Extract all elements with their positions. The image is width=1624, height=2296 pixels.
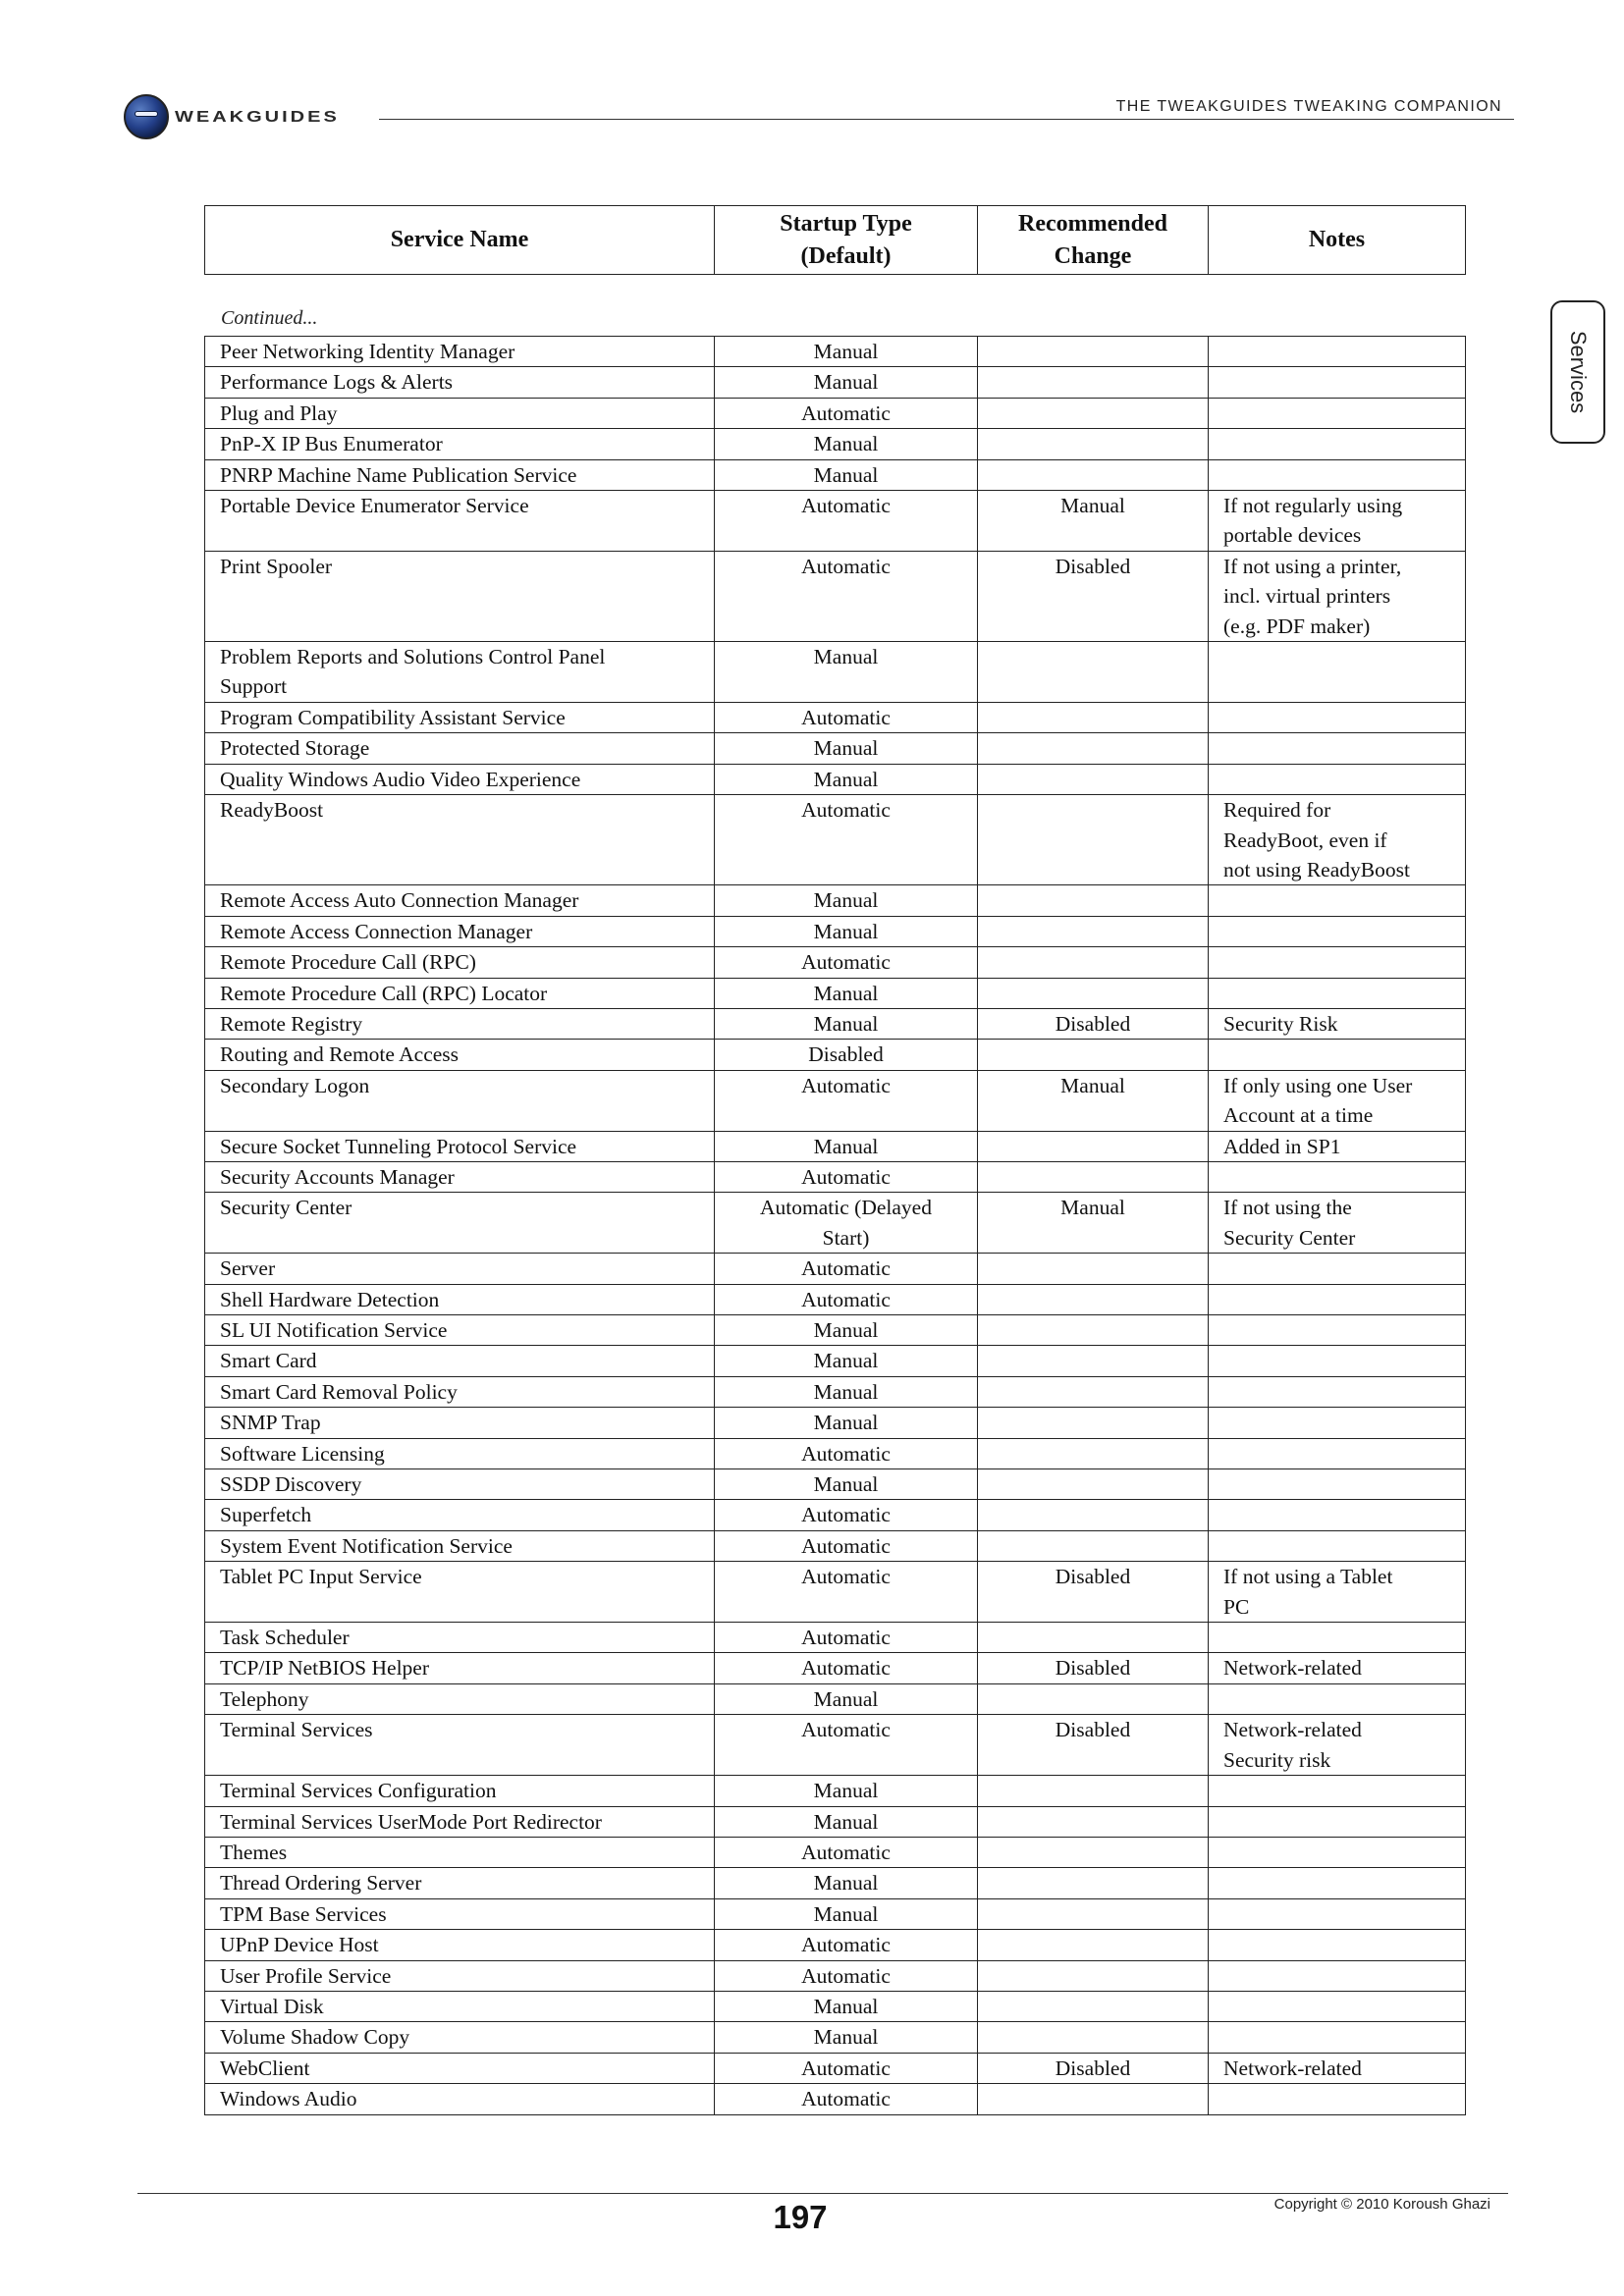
startup-type-cell: Automatic	[715, 1161, 978, 1192]
service-name-cell: Remote Procedure Call (RPC)	[205, 947, 715, 978]
table-row	[205, 1315, 1466, 1346]
service-name-cell: User Profile Service	[205, 1960, 715, 1991]
startup-type-cell: Manual	[715, 916, 978, 946]
startup-type-cell: Disabled	[715, 1040, 978, 1070]
recommended-change-cell	[978, 978, 1209, 1008]
recommended-change-cell	[978, 1131, 1209, 1161]
table-row	[205, 1653, 1466, 1683]
service-name-cell: Peer Networking Identity Manager	[205, 337, 715, 367]
startup-type-cell: Automatic	[715, 1930, 978, 1960]
table-row	[205, 1530, 1466, 1561]
recommended-change-cell: Disabled	[978, 551, 1209, 641]
column-header-recommended-change: Recommended Change	[978, 206, 1209, 275]
service-name-cell: TCP/IP NetBIOS Helper	[205, 1653, 715, 1683]
service-name-cell: TPM Base Services	[205, 1898, 715, 1929]
startup-type-cell: Automatic	[715, 551, 978, 641]
startup-type-cell: Automatic	[715, 1500, 978, 1530]
recommended-change-cell	[978, 2084, 1209, 2114]
recommended-change-cell: Manual	[978, 1070, 1209, 1131]
service-name-cell: Superfetch	[205, 1500, 715, 1530]
service-name-cell: Virtual Disk	[205, 1991, 715, 2021]
table-row	[205, 1623, 1466, 1653]
recommended-change-cell	[978, 1806, 1209, 1837]
table-row	[205, 1408, 1466, 1438]
startup-type-cell: Manual	[715, 978, 978, 1008]
recommended-change-cell: Disabled	[978, 1008, 1209, 1039]
service-name-cell: Terminal Services	[205, 1715, 715, 1776]
table-row	[205, 885, 1466, 916]
service-name-cell: Portable Device Enumerator Service	[205, 491, 715, 552]
service-name-cell: Terminal Services Configuration	[205, 1776, 715, 1806]
table-row	[205, 2022, 1466, 2053]
table-row	[205, 916, 1466, 946]
startup-type-cell: Automatic	[715, 1623, 978, 1653]
table-row	[205, 1715, 1466, 1776]
recommended-change-cell	[978, 1991, 1209, 2021]
service-name-cell: Problem Reports and Solutions Control Panel Support	[205, 642, 715, 703]
recommended-change-cell: Disabled	[978, 1715, 1209, 1776]
service-name-cell: Routing and Remote Access	[205, 1040, 715, 1070]
recommended-change-cell	[978, 1408, 1209, 1438]
recommended-change-cell	[978, 429, 1209, 459]
service-name-cell: PNRP Machine Name Publication Service	[205, 459, 715, 490]
startup-type-cell: Manual	[715, 1991, 978, 2021]
startup-type-cell: Automatic	[715, 1438, 978, 1468]
notes-cell	[1209, 764, 1466, 794]
notes-cell	[1209, 1346, 1466, 1376]
recommended-change-cell	[978, 1254, 1209, 1284]
service-name-cell: Quality Windows Audio Video Experience	[205, 764, 715, 794]
service-name-cell: Tablet PC Input Service	[205, 1562, 715, 1623]
table-row	[205, 459, 1466, 490]
service-name-cell: WebClient	[205, 2053, 715, 2083]
service-name-cell: PnP-X IP Bus Enumerator	[205, 429, 715, 459]
service-name-cell: Smart Card	[205, 1346, 715, 1376]
service-name-cell: Protected Storage	[205, 733, 715, 764]
recommended-change-cell: Manual	[978, 1193, 1209, 1254]
startup-type-cell: Manual	[715, 1131, 978, 1161]
notes-cell	[1209, 459, 1466, 490]
recommended-change-cell	[978, 1530, 1209, 1561]
recommended-change-cell	[978, 1898, 1209, 1929]
startup-type-cell: Automatic	[715, 1562, 978, 1623]
notes-cell	[1209, 367, 1466, 398]
notes-cell	[1209, 1868, 1466, 1898]
startup-type-cell: Automatic	[715, 1715, 978, 1776]
notes-cell	[1209, 1438, 1466, 1468]
notes-cell	[1209, 1408, 1466, 1438]
notes-cell	[1209, 337, 1466, 367]
table-row	[205, 1284, 1466, 1314]
startup-type-cell: Manual	[715, 733, 978, 764]
table-row	[205, 1193, 1466, 1254]
notes-cell	[1209, 1284, 1466, 1314]
recommended-change-cell: Disabled	[978, 2053, 1209, 2083]
table-row	[205, 702, 1466, 732]
startup-type-cell: Manual	[715, 367, 978, 398]
recommended-change-cell	[978, 1040, 1209, 1070]
startup-type-cell: Automatic	[715, 491, 978, 552]
service-name-cell: Smart Card Removal Policy	[205, 1376, 715, 1407]
startup-type-cell: Manual	[715, 1469, 978, 1500]
recommended-change-cell	[978, 1469, 1209, 1500]
service-name-cell: Remote Access Auto Connection Manager	[205, 885, 715, 916]
startup-type-cell: Manual	[715, 1008, 978, 1039]
recommended-change-cell	[978, 1960, 1209, 1991]
startup-type-cell: Automatic	[715, 947, 978, 978]
notes-cell	[1209, 642, 1466, 703]
startup-type-cell: Manual	[715, 1683, 978, 1714]
table-row	[205, 1040, 1466, 1070]
recommended-change-cell	[978, 1161, 1209, 1192]
recommended-change-cell	[978, 795, 1209, 885]
notes-cell	[1209, 2084, 1466, 2114]
recommended-change-cell	[978, 1500, 1209, 1530]
table-row	[205, 1254, 1466, 1284]
notes-cell: Added in SP1	[1209, 1131, 1466, 1161]
table-row	[205, 1346, 1466, 1376]
service-name-cell: Plug and Play	[205, 398, 715, 428]
notes-cell: Security Risk	[1209, 1008, 1466, 1039]
service-name-cell: Server	[205, 1254, 715, 1284]
service-name-cell: Performance Logs & Alerts	[205, 367, 715, 398]
table-row	[205, 2084, 1466, 2114]
notes-cell	[1209, 1837, 1466, 1867]
service-name-cell: System Event Notification Service	[205, 1530, 715, 1561]
service-name-cell: Shell Hardware Detection	[205, 1284, 715, 1314]
startup-type-cell: Automatic	[715, 1284, 978, 1314]
footer-divider	[137, 2193, 1508, 2194]
startup-type-cell: Automatic	[715, 2053, 978, 2083]
startup-type-cell: Manual	[715, 1408, 978, 1438]
recommended-change-cell	[978, 1837, 1209, 1867]
notes-cell	[1209, 947, 1466, 978]
column-header-notes: Notes	[1209, 206, 1466, 275]
table-row	[205, 1960, 1466, 1991]
recommended-change-cell	[978, 367, 1209, 398]
table-row	[205, 491, 1466, 552]
notes-cell	[1209, 978, 1466, 1008]
table-row	[205, 795, 1466, 885]
notes-cell: If not using a printer, incl. virtual printers (e.g. PDF maker)	[1209, 551, 1466, 641]
notes-cell	[1209, 1806, 1466, 1837]
startup-type-cell: Automatic	[715, 1960, 978, 1991]
table-row	[205, 1070, 1466, 1131]
table-row	[205, 429, 1466, 459]
service-name-cell: ReadyBoost	[205, 795, 715, 885]
notes-cell	[1209, 1315, 1466, 1346]
notes-cell	[1209, 1991, 1466, 2021]
table-row	[205, 1008, 1466, 1039]
service-name-cell: Remote Access Connection Manager	[205, 916, 715, 946]
table-row	[205, 978, 1466, 1008]
table-row	[205, 1806, 1466, 1837]
service-name-cell: Remote Procedure Call (RPC) Locator	[205, 978, 715, 1008]
table-row	[205, 1438, 1466, 1468]
service-name-cell: SNMP Trap	[205, 1408, 715, 1438]
notes-cell	[1209, 1376, 1466, 1407]
recommended-change-cell	[978, 459, 1209, 490]
recommended-change-cell	[978, 1346, 1209, 1376]
service-name-cell: Security Center	[205, 1193, 715, 1254]
notes-cell	[1209, 1960, 1466, 1991]
recommended-change-cell	[978, 1376, 1209, 1407]
recommended-change-cell	[978, 947, 1209, 978]
table-row	[205, 1930, 1466, 1960]
service-name-cell: Remote Registry	[205, 1008, 715, 1039]
table-row	[205, 1161, 1466, 1192]
logo-globe-icon	[124, 94, 169, 139]
table-row	[205, 367, 1466, 398]
notes-cell: Required for ReadyBoot, even if not using ReadyBoost	[1209, 795, 1466, 885]
notes-cell	[1209, 1776, 1466, 1806]
startup-type-cell: Manual	[715, 642, 978, 703]
notes-cell	[1209, 1930, 1466, 1960]
recommended-change-cell	[978, 398, 1209, 428]
table-row	[205, 1868, 1466, 1898]
startup-type-cell: Automatic	[715, 1530, 978, 1561]
table-row	[205, 1898, 1466, 1929]
notes-cell	[1209, 885, 1466, 916]
startup-type-cell: Manual	[715, 337, 978, 367]
table-row	[205, 1837, 1466, 1867]
startup-type-cell: Manual	[715, 459, 978, 490]
startup-type-cell: Manual	[715, 1346, 978, 1376]
notes-cell	[1209, 1254, 1466, 1284]
table-row	[205, 947, 1466, 978]
copyright-notice: Copyright © 2010 Koroush Ghazi	[1273, 2196, 1490, 2213]
continued-label: Continued...	[221, 307, 318, 329]
startup-type-cell: Automatic	[715, 398, 978, 428]
startup-type-cell: Manual	[715, 885, 978, 916]
startup-type-cell: Manual	[715, 764, 978, 794]
running-header: THE TWEAKGUIDES TWEAKING COMPANION	[1115, 98, 1502, 115]
recommended-change-cell	[978, 1930, 1209, 1960]
recommended-change-cell: Manual	[978, 491, 1209, 552]
notes-cell: Network-related	[1209, 1653, 1466, 1683]
service-name-cell: Task Scheduler	[205, 1623, 715, 1653]
service-name-cell: Thread Ordering Server	[205, 1868, 715, 1898]
table-row	[205, 764, 1466, 794]
recommended-change-cell	[978, 1868, 1209, 1898]
notes-cell: If not using the Security Center	[1209, 1193, 1466, 1254]
column-header-service-name: Service Name	[205, 206, 715, 275]
table-row	[205, 733, 1466, 764]
recommended-change-cell: Disabled	[978, 1653, 1209, 1683]
service-name-cell: Security Accounts Manager	[205, 1161, 715, 1192]
tweakguides-logo	[124, 94, 340, 139]
startup-type-cell: Manual	[715, 1806, 978, 1837]
recommended-change-cell	[978, 764, 1209, 794]
table-row	[205, 1562, 1466, 1623]
notes-cell	[1209, 1683, 1466, 1714]
startup-type-cell: Automatic	[715, 702, 978, 732]
service-name-cell: UPnP Device Host	[205, 1930, 715, 1960]
notes-cell	[1209, 1898, 1466, 1929]
table-row	[205, 337, 1466, 367]
service-name-cell: SL UI Notification Service	[205, 1315, 715, 1346]
table-header	[204, 205, 1466, 275]
recommended-change-cell	[978, 1623, 1209, 1653]
recommended-change-cell	[978, 1315, 1209, 1346]
table-row	[205, 1469, 1466, 1500]
recommended-change-cell	[978, 1284, 1209, 1314]
header-divider	[379, 119, 1514, 120]
startup-type-cell: Manual	[715, 1776, 978, 1806]
table-row	[205, 1376, 1466, 1407]
notes-cell	[1209, 1469, 1466, 1500]
service-name-cell: Print Spooler	[205, 551, 715, 641]
services-table	[204, 336, 1466, 2115]
startup-type-cell: Automatic	[715, 2084, 978, 2114]
service-name-cell: SSDP Discovery	[205, 1469, 715, 1500]
service-name-cell: Secure Socket Tunneling Protocol Service	[205, 1131, 715, 1161]
notes-cell	[1209, 733, 1466, 764]
startup-type-cell: Manual	[715, 429, 978, 459]
recommended-change-cell	[978, 642, 1209, 703]
recommended-change-cell: Disabled	[978, 1562, 1209, 1623]
startup-type-cell: Automatic	[715, 1837, 978, 1867]
table-row	[205, 2053, 1466, 2083]
table-row	[205, 1131, 1466, 1161]
page-number: 197	[773, 2199, 828, 2235]
table-row	[205, 1683, 1466, 1714]
logo-text: WEAKGUIDES	[175, 108, 340, 126]
notes-cell	[1209, 1500, 1466, 1530]
table-row	[205, 1500, 1466, 1530]
notes-cell	[1209, 1040, 1466, 1070]
section-tab-label: Services	[1566, 330, 1591, 414]
service-name-cell: Terminal Services UserMode Port Redirector	[205, 1806, 715, 1837]
recommended-change-cell	[978, 885, 1209, 916]
table-row	[205, 398, 1466, 428]
service-name-cell: Windows Audio	[205, 2084, 715, 2114]
recommended-change-cell	[978, 2022, 1209, 2053]
service-name-cell: Telephony	[205, 1683, 715, 1714]
startup-type-cell: Manual	[715, 1315, 978, 1346]
notes-cell: If only using one User Account at a time	[1209, 1070, 1466, 1131]
startup-type-cell: Automatic	[715, 1070, 978, 1131]
notes-cell	[1209, 702, 1466, 732]
service-name-cell: Software Licensing	[205, 1438, 715, 1468]
startup-type-cell: Manual	[715, 1376, 978, 1407]
recommended-change-cell	[978, 1776, 1209, 1806]
startup-type-cell: Manual	[715, 1868, 978, 1898]
notes-cell: If not using a Tablet PC	[1209, 1562, 1466, 1623]
table-row	[205, 551, 1466, 641]
recommended-change-cell	[978, 337, 1209, 367]
recommended-change-cell	[978, 733, 1209, 764]
recommended-change-cell	[978, 1438, 1209, 1468]
notes-cell	[1209, 2022, 1466, 2053]
service-name-cell: Program Compatibility Assistant Service	[205, 702, 715, 732]
notes-cell: Network-related	[1209, 2053, 1466, 2083]
notes-cell: If not regularly using portable devices	[1209, 491, 1466, 552]
notes-cell	[1209, 1161, 1466, 1192]
table-row	[205, 1991, 1466, 2021]
startup-type-cell: Manual	[715, 1898, 978, 1929]
notes-cell	[1209, 1530, 1466, 1561]
notes-cell: Network-related Security risk	[1209, 1715, 1466, 1776]
startup-type-cell: Automatic	[715, 1653, 978, 1683]
notes-cell	[1209, 1623, 1466, 1653]
startup-type-cell: Automatic (Delayed Start)	[715, 1193, 978, 1254]
service-name-cell: Themes	[205, 1837, 715, 1867]
startup-type-cell: Automatic	[715, 795, 978, 885]
notes-cell	[1209, 916, 1466, 946]
recommended-change-cell	[978, 916, 1209, 946]
startup-type-cell: Manual	[715, 2022, 978, 2053]
service-name-cell: Secondary Logon	[205, 1070, 715, 1131]
column-header-startup-type: Startup Type (Default)	[715, 206, 978, 275]
notes-cell	[1209, 398, 1466, 428]
table-row	[205, 1776, 1466, 1806]
recommended-change-cell	[978, 1683, 1209, 1714]
service-name-cell: Volume Shadow Copy	[205, 2022, 715, 2053]
notes-cell	[1209, 429, 1466, 459]
table-row	[205, 642, 1466, 703]
section-tab	[1550, 300, 1605, 444]
startup-type-cell: Automatic	[715, 1254, 978, 1284]
recommended-change-cell	[978, 702, 1209, 732]
